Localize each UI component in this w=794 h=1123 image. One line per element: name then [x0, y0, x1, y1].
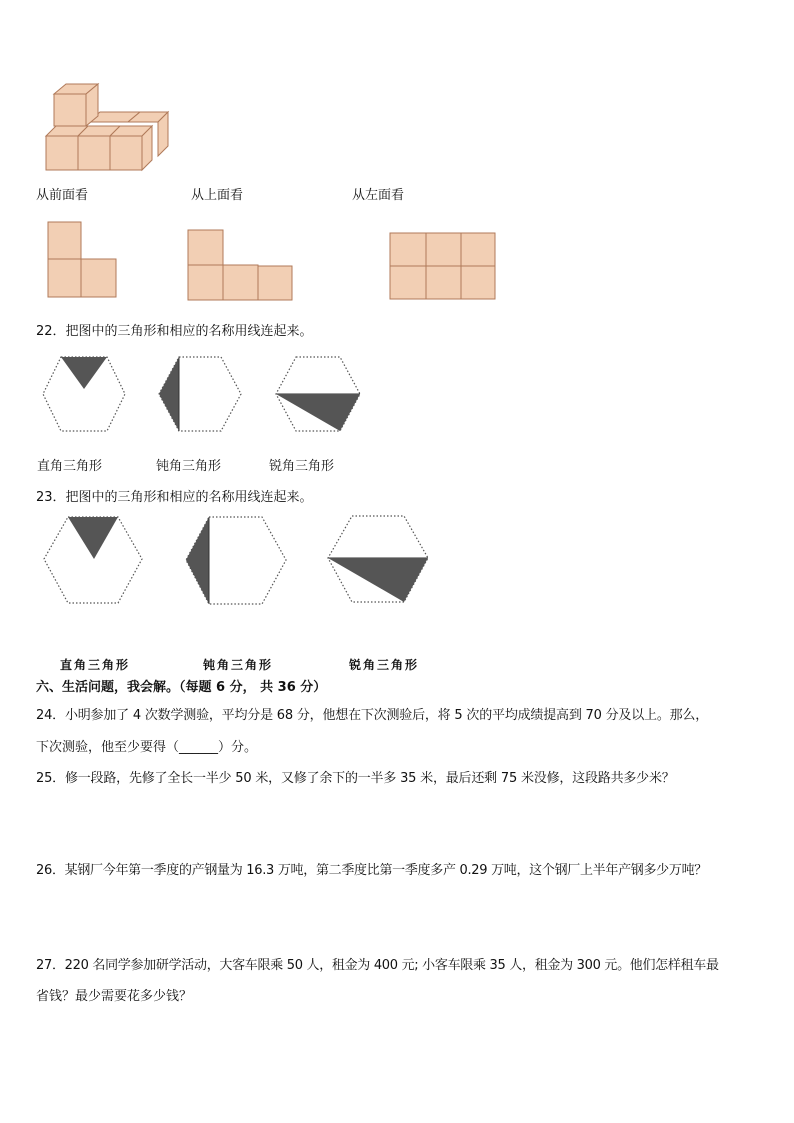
q22-label-acute: 锐角三角形 — [269, 459, 335, 474]
left-view-figure — [389, 232, 499, 302]
q22-hexagon-acute-triangle — [274, 355, 364, 433]
q25-text: 25．修一段路，先修了全长一半少 50 米，又修了余下的一半多 35 米，最后还剩 75 米没修，这段路共多少米？ — [36, 771, 675, 786]
top-view-figure — [187, 229, 297, 304]
cube-stack-figure — [40, 80, 170, 180]
q22-hexagon-obtuse-triangle — [157, 355, 247, 433]
q27-line2: 省钱？最少需要花多少钱？ — [36, 989, 193, 1004]
q22-hexagon-right-triangle — [39, 355, 129, 433]
q23-label-acute: 锐角三角形 — [349, 658, 420, 672]
q23-label-obtuse: 钝角三角形 — [203, 658, 274, 672]
q22-label-obtuse: 钝角三角形 — [156, 459, 222, 474]
q24-line2: 下次测验，他至少要得（______）分。 — [36, 740, 258, 755]
front-view-figure — [47, 221, 117, 301]
q23-hexagon-acute-triangle — [326, 514, 430, 606]
q24-line1: 24．小明参加了 4 次数学测验，平均分是 68 分，他想在下次测验后，将 5 次的平均成绩提高到 70 分及以上。那么， — [36, 708, 709, 723]
q22-text: 22．把图中的三角形和相应的名称用线连起来。 — [36, 324, 313, 339]
q26-text: 26．某钢厂今年第一季度的产钢量为 16.3 万吨，第二季度比第一季度多产 0.29 万吨，这个钢厂上半年产钢多少万吨？ — [36, 863, 707, 878]
q22-label-right: 直角三角形 — [37, 459, 103, 474]
front-view-label: 从前面看 — [36, 188, 89, 203]
top-view-label: 从上面看 — [191, 188, 244, 203]
section6-heading: 六、生活问题，我会解。（每题 6 分， 共 36 分） — [36, 680, 327, 695]
q23-text: 23．把图中的三角形和相应的名称用线连起来。 — [36, 490, 313, 505]
left-view-label: 从左面看 — [352, 188, 405, 203]
q27-line1: 27．220 名同学参加研学活动，大客车限乘 50 人，租金为 400 元; 小客车限乘 35 人，租金为 300 元。他们怎样租车最 — [36, 958, 719, 973]
q23-label-right: 直角三角形 — [60, 658, 131, 672]
q23-hexagon-right-triangle — [42, 515, 146, 605]
q23-hexagon-obtuse-triangle — [184, 515, 288, 607]
